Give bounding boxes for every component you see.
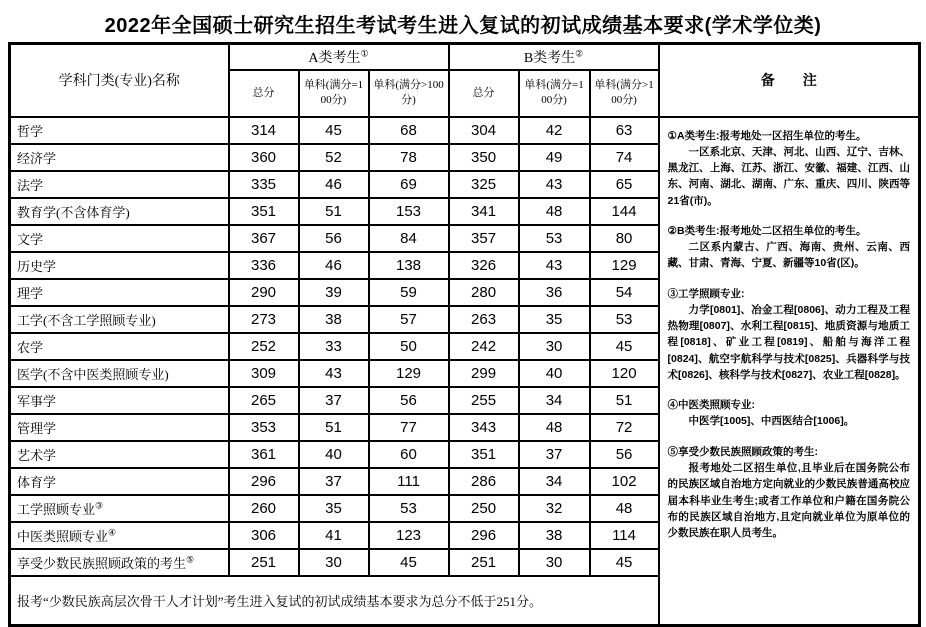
- remark-paragraph: ②B类考生:报考地处二区招生单位的考生。: [667, 224, 867, 237]
- score-a-total: 314: [229, 117, 299, 144]
- score-a-sub100: 52: [299, 144, 369, 171]
- score-a-sub100: 35: [299, 495, 369, 522]
- score-b-over100: 129: [590, 252, 659, 279]
- score-b-total: 351: [449, 441, 519, 468]
- subject-name-cell: [10, 306, 229, 333]
- remarks-text-block: [668, 128, 911, 542]
- score-b-sub100: 49: [519, 144, 590, 171]
- score-a-sub100: 51: [299, 414, 369, 441]
- score-a-sub100: 33: [299, 333, 369, 360]
- score-b-over100: 45: [590, 549, 659, 576]
- subject-name-cell: [10, 225, 229, 252]
- subject-name-cell: [10, 144, 229, 171]
- score-b-sub100: 32: [519, 495, 590, 522]
- group-b-label: B类考生: [523, 50, 576, 66]
- remark-paragraph: 力学[0801]、冶金工程[0806]、动力工程及工程热物理[0807]、水利工程[0815]、地质资源与地质工程[0818]、矿业工程[0819]、船舶与海洋工程[0824]、航空宇航科学与技术[0825]、兵器科学与技术[0826]、核科学与技术[0827]、农业工程[0828]。: [667, 303, 911, 381]
- score-a-total: 309: [229, 360, 299, 387]
- score-a-sub100: 37: [299, 468, 369, 495]
- score-a-sub100: 41: [299, 522, 369, 549]
- score-a-total: 273: [229, 306, 299, 333]
- score-a-over100: 77: [369, 414, 449, 441]
- score-b-sub100: 36: [519, 279, 590, 306]
- subject-name: 法学: [17, 177, 44, 193]
- score-a-over100: 153: [369, 198, 449, 225]
- score-b-sub100: 48: [519, 414, 590, 441]
- subject-name-cell: [10, 522, 229, 549]
- score-b-total: 357: [449, 225, 519, 252]
- score-b-over100: 54: [590, 279, 659, 306]
- score-b-total: 325: [449, 171, 519, 198]
- score-a-sub100: 45: [299, 117, 369, 144]
- subject-name-cell: [10, 252, 229, 279]
- score-a-over100: 56: [369, 387, 449, 414]
- subheader-a-sub100: 单科(满分=100分): [299, 70, 369, 117]
- table-row: [10, 117, 920, 144]
- score-b-total: 299: [449, 360, 519, 387]
- score-a-over100: 53: [369, 495, 449, 522]
- subject-name: 理学: [17, 285, 44, 301]
- score-b-total: 350: [449, 144, 519, 171]
- footer-note: 报考“少数民族高层次骨干人才计划”考生进入复试的初试成绩基本要求为总分不低于251分。: [10, 576, 659, 626]
- subject-name: 历史学: [17, 258, 57, 274]
- subject-name-cell: [10, 387, 229, 414]
- score-b-sub100: 30: [519, 333, 590, 360]
- score-b-over100: 63: [590, 117, 659, 144]
- score-b-over100: 114: [590, 522, 659, 549]
- subject-name-cell: [10, 279, 229, 306]
- group-header-b: [449, 44, 659, 70]
- page-title: 2022年全国硕士研究生招生考试考生进入复试的初试成绩基本要求(学术学位类): [104, 15, 822, 37]
- subject-footnote-marker: ③: [95, 500, 104, 511]
- subheader-b-total: 总分: [449, 70, 519, 117]
- score-a-over100: 50: [369, 333, 449, 360]
- score-b-sub100: 43: [519, 171, 590, 198]
- group-a-footnote-marker: ①: [360, 48, 369, 59]
- score-a-total: 296: [229, 468, 299, 495]
- score-a-over100: 45: [369, 549, 449, 576]
- subject-name-cell: [10, 441, 229, 468]
- score-b-sub100: 30: [519, 549, 590, 576]
- subject-name-cell: [10, 333, 229, 360]
- score-a-sub100: 39: [299, 279, 369, 306]
- score-b-total: 242: [449, 333, 519, 360]
- subject-footnote-marker: ④: [108, 527, 117, 538]
- score-a-total: 306: [229, 522, 299, 549]
- subject-name: 农学: [17, 339, 44, 355]
- score-a-total: 351: [229, 198, 299, 225]
- score-b-over100: 48: [590, 495, 659, 522]
- score-requirements-table: [8, 42, 921, 627]
- score-b-sub100: 40: [519, 360, 590, 387]
- score-b-total: 286: [449, 468, 519, 495]
- score-b-over100: 65: [590, 171, 659, 198]
- column-header-remark: 备 注: [659, 44, 920, 117]
- score-b-sub100: 34: [519, 387, 590, 414]
- group-header-a: [229, 44, 449, 70]
- score-a-over100: 111: [369, 468, 449, 495]
- subject-name: 军事学: [17, 393, 57, 409]
- score-a-total: 361: [229, 441, 299, 468]
- subheader-a-over100: 单科(满分>100分): [369, 70, 449, 117]
- score-b-over100: 144: [590, 198, 659, 225]
- score-b-total: 251: [449, 549, 519, 576]
- score-a-over100: 138: [369, 252, 449, 279]
- subject-name: 文学: [17, 231, 44, 247]
- subject-name-cell: [10, 171, 229, 198]
- score-a-sub100: 51: [299, 198, 369, 225]
- score-a-total: 335: [229, 171, 299, 198]
- remarks-cell: [659, 117, 920, 626]
- remark-paragraph: 二区系内蒙古、广西、海南、贵州、云南、西藏、甘肃、青海、宁夏、新疆等10省(区)。: [667, 241, 911, 270]
- subject-name: 管理学: [17, 420, 57, 436]
- score-b-total: 326: [449, 252, 519, 279]
- score-a-sub100: 30: [299, 549, 369, 576]
- score-a-total: 360: [229, 144, 299, 171]
- score-b-over100: 56: [590, 441, 659, 468]
- subject-name: 哲学: [17, 123, 44, 139]
- remark-paragraph: ①A类考生:报考地处一区招生单位的考生。: [667, 129, 867, 142]
- subject-name: 艺术学: [17, 447, 57, 463]
- score-a-sub100: 37: [299, 387, 369, 414]
- score-b-sub100: 38: [519, 522, 590, 549]
- score-a-over100: 57: [369, 306, 449, 333]
- subject-footnote-marker: ⑤: [186, 554, 195, 565]
- score-b-over100: 72: [590, 414, 659, 441]
- score-a-over100: 129: [369, 360, 449, 387]
- score-b-total: 263: [449, 306, 519, 333]
- score-b-total: 296: [449, 522, 519, 549]
- score-b-over100: 102: [590, 468, 659, 495]
- subject-name-cell: [10, 360, 229, 387]
- score-a-total: 290: [229, 279, 299, 306]
- score-b-sub100: 53: [519, 225, 590, 252]
- subheader-a-total: 总分: [229, 70, 299, 117]
- remark-paragraph: 中医学[1005]、中西医结合[1006]。: [688, 415, 855, 428]
- subject-name-cell: [10, 117, 229, 144]
- score-a-over100: 69: [369, 171, 449, 198]
- score-a-sub100: 38: [299, 306, 369, 333]
- remark-paragraph: 报考地处二区招生单位,且毕业后在国务院公布的民族区域自治地方定向就业的少数民族普通高校应届本科毕业生考生;或者工作单位和户籍在国务院公布的民族区域自治地方,且定向就业单位为原单位的少数民族在职人员考生。: [667, 462, 911, 540]
- column-header-subject: 学科门类(专业)名称: [10, 44, 229, 117]
- group-b-footnote-marker: ②: [575, 48, 584, 59]
- score-b-sub100: 34: [519, 468, 590, 495]
- subject-name-cell: [10, 495, 229, 522]
- score-a-sub100: 46: [299, 171, 369, 198]
- score-a-sub100: 56: [299, 225, 369, 252]
- score-a-total: 367: [229, 225, 299, 252]
- score-b-sub100: 43: [519, 252, 590, 279]
- score-b-over100: 120: [590, 360, 659, 387]
- score-b-sub100: 35: [519, 306, 590, 333]
- subject-name-cell: [10, 468, 229, 495]
- score-a-total: 252: [229, 333, 299, 360]
- score-b-total: 250: [449, 495, 519, 522]
- score-a-sub100: 43: [299, 360, 369, 387]
- score-b-total: 304: [449, 117, 519, 144]
- score-a-total: 336: [229, 252, 299, 279]
- remark-paragraph: ④中医类照顾专业:: [667, 399, 756, 412]
- subject-name: 经济学: [17, 150, 57, 166]
- score-a-over100: 78: [369, 144, 449, 171]
- subject-name: 体育学: [17, 474, 57, 490]
- score-a-over100: 68: [369, 117, 449, 144]
- score-b-total: 280: [449, 279, 519, 306]
- subject-name: 教育学(不含体育学): [17, 204, 130, 220]
- score-b-sub100: 37: [519, 441, 590, 468]
- score-b-over100: 51: [590, 387, 659, 414]
- score-a-over100: 123: [369, 522, 449, 549]
- subject-name: 工学照顾专业: [17, 501, 96, 517]
- subject-name-cell: [10, 414, 229, 441]
- score-b-over100: 45: [590, 333, 659, 360]
- subject-name: 工学(不含工学照顾专业): [17, 312, 156, 328]
- header-group-row: [10, 44, 920, 70]
- score-a-over100: 60: [369, 441, 449, 468]
- subject-name: 享受少数民族照顾政策的考生: [17, 555, 187, 571]
- score-b-total: 341: [449, 198, 519, 225]
- subject-name: 中医类照顾专业: [17, 528, 109, 544]
- score-a-over100: 84: [369, 225, 449, 252]
- score-a-total: 353: [229, 414, 299, 441]
- score-a-sub100: 46: [299, 252, 369, 279]
- subject-name: 医学(不含中医类照顾专业): [17, 366, 169, 382]
- subject-name-cell: [10, 549, 229, 576]
- score-a-over100: 59: [369, 279, 449, 306]
- score-b-over100: 80: [590, 225, 659, 252]
- score-a-total: 260: [229, 495, 299, 522]
- remark-paragraph: 一区系北京、天津、河北、山西、辽宁、吉林、黑龙江、上海、江苏、浙江、安徽、福建、江西、山东、河南、湖北、湖南、广东、重庆、四川、陕西等21省(市)。: [667, 145, 911, 207]
- score-b-over100: 53: [590, 306, 659, 333]
- group-a-label: A类考生: [308, 50, 361, 66]
- subject-name-cell: [10, 198, 229, 225]
- remark-paragraph: ③工学照顾专业:: [667, 287, 745, 300]
- score-a-sub100: 40: [299, 441, 369, 468]
- subheader-b-sub100: 单科(满分=100分): [519, 70, 590, 117]
- score-b-sub100: 42: [519, 117, 590, 144]
- score-b-sub100: 48: [519, 198, 590, 225]
- score-b-total: 255: [449, 387, 519, 414]
- score-b-total: 343: [449, 414, 519, 441]
- subheader-b-over100: 单科(满分>100分): [590, 70, 659, 117]
- score-a-total: 265: [229, 387, 299, 414]
- remark-paragraph: ⑤享受少数民族照顾政策的考生:: [667, 445, 819, 458]
- score-a-total: 251: [229, 549, 299, 576]
- score-b-over100: 74: [590, 144, 659, 171]
